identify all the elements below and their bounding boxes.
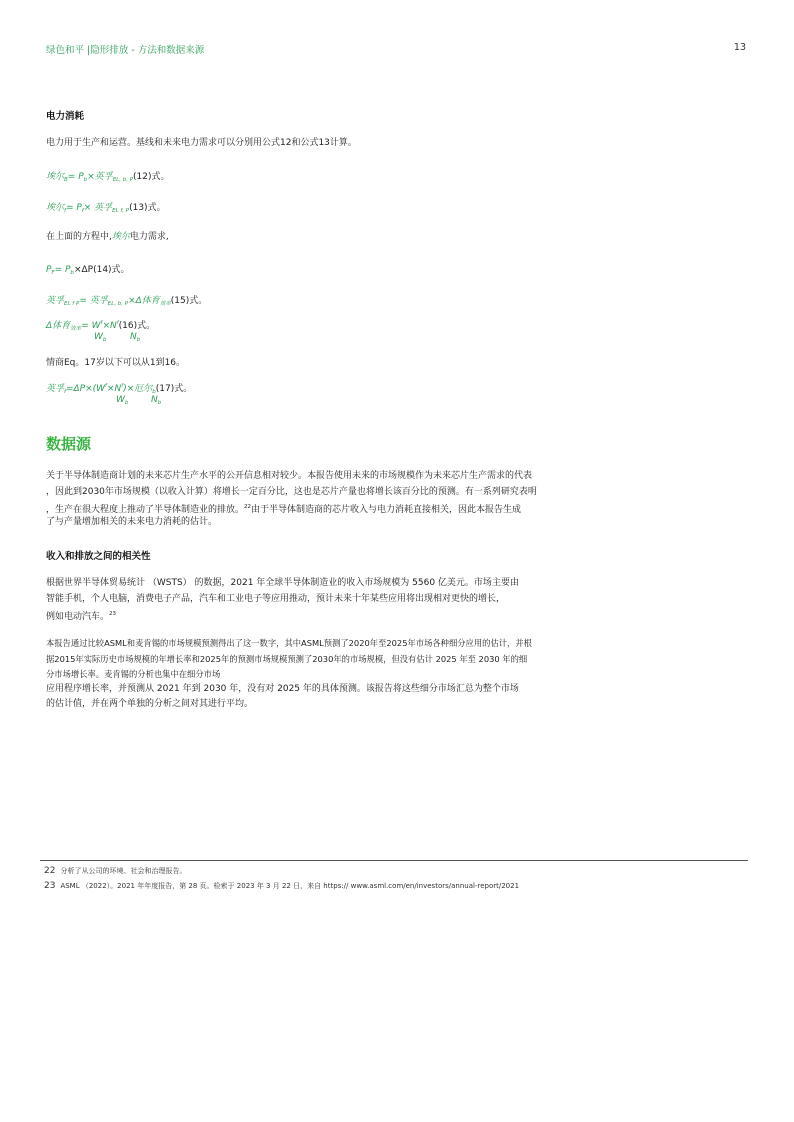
forecast-paragraph-line-4: 应用程序增长率，并预测从 2021 年到 2030 年，没有对 2025 年的具体预测。该报告将这些细分市场汇总为整个市场 [46, 684, 519, 694]
section-heading-electricity: 电力消耗 [46, 111, 85, 122]
section-heading-data-sources: 数据源 [46, 435, 92, 453]
data-sources-paragraph-line-1: 关于半导体制造商计划的未来芯片生产水平的公开信息相对较少。本报告使用未来的市场规模作为未来芯片生产需求的代表 [46, 471, 533, 481]
forecast-paragraph-line-3: 分市场增长率。麦肯锡的分析也集中在细分市场 [46, 669, 221, 679]
footnote-23: 23 ASML （2022）。2021 年年度报告，第 28 页。检索于 2023 年 3 月 22 日，来自 https:// www.asml.com/en/investors/annual-report/2021 [44, 881, 520, 891]
equation-15: 英孚$_{EL f P}$= 英孚$_{EL, b, P}$×Δ体育$_{效率}$(15)式。 [46, 296, 208, 307]
equation-16: Δ体育$_{效率}= W^f\times N^f(16)$式。 [46, 320, 156, 332]
equation-13: 埃尔$_f= P_f\times$ 英孚$_{EL f, P}$(13)式。 [46, 203, 166, 214]
wsts-paragraph-line-3: 例如电动汽车。$^{23}$ [46, 611, 117, 622]
wsts-paragraph-line-2: 智能手机，个人电脑，消费电子产品，汽车和工业电子等应用推动，预计未来十年某些应用将出现相对更快的增长， [46, 594, 506, 604]
equation-17-denominator-n: $N_b$ [151, 395, 162, 406]
running-header: 绿色和平 |隐形排放 - 方法和数据来源 [46, 45, 205, 56]
footnote-ref-22[interactable]: 22 [244, 504, 252, 510]
equation-14: $P_F= P_b\times\Delta P(14)$式。 [46, 265, 130, 276]
equation-17: 英孚$_f=\Delta P\times(W^f\times N^f)\times$厄尔$_b$(17)式。 [46, 383, 193, 395]
forecast-paragraph-line-2: 据2015年实际历史市场规模的年增长率和2025年的预测市场规模预测了2030年的市场规模，但没有估计 2025 年至 2030 年的细 [46, 654, 528, 664]
footnote-divider [40, 860, 748, 861]
intro-paragraph: 电力用于生产和运营。基线和未来电力需求可以分别用公式12和公式13计算。 [46, 138, 357, 148]
equation-explanation: 在上面的方程中,埃尔电力需求, [46, 232, 169, 242]
equation-16-denominator-n: $N_b$ [130, 332, 141, 343]
wsts-paragraph-line-1: 根据世界半导体贸易统计 （WSTS） 的数据，2021 年全球半导体制造业的收入市场规模为 5560 亿美元。市场主要由 [46, 578, 519, 588]
footnote-ref-23[interactable]: 23 [109, 611, 117, 617]
equation-note: 情商Eq。17岁以下可以从1到16。 [46, 358, 186, 368]
data-sources-paragraph-line-3: ，生产在很大程度上推动了半导体制造业的排放。$^{22}$由于半导体制造商的芯片收入与电力消耗直接相关，因此本报告生成 [46, 504, 522, 515]
forecast-paragraph-line-1: 本报告通过比较ASML和麦肯锡的市场规模预测得出了这一数字，其中ASML预测了2020年至2025年市场各种细分应用的估计，并根 [46, 638, 532, 648]
footnote-22: 22 分析了从公司的环境、社会和治理报告。 [44, 866, 187, 876]
equation-12: 埃尔$_B= P_b\times$英孚$_{EL, b, P}$(12)式。 [46, 172, 170, 183]
forecast-paragraph-line-5: 的估计值，并在两个单独的分析之间对其进行平均。 [46, 699, 254, 709]
equation-16-denominator-w: $W_b$ [94, 332, 107, 343]
page-number: 13 [733, 42, 746, 53]
data-sources-paragraph-line-4: 了与产量增加相关的未来电力消耗的估计。 [46, 517, 218, 527]
subheading-revenue-emissions: 收入和排放之间的相关性 [46, 551, 151, 562]
equation-17-denominator-w: $W_b$ [116, 395, 129, 406]
data-sources-paragraph-line-2: ，因此到2030年市场规模（以收入计算）将增长一定百分比，这也是芯片产量也将增长该百分比的预测。有一系列研究表明 [46, 487, 537, 497]
